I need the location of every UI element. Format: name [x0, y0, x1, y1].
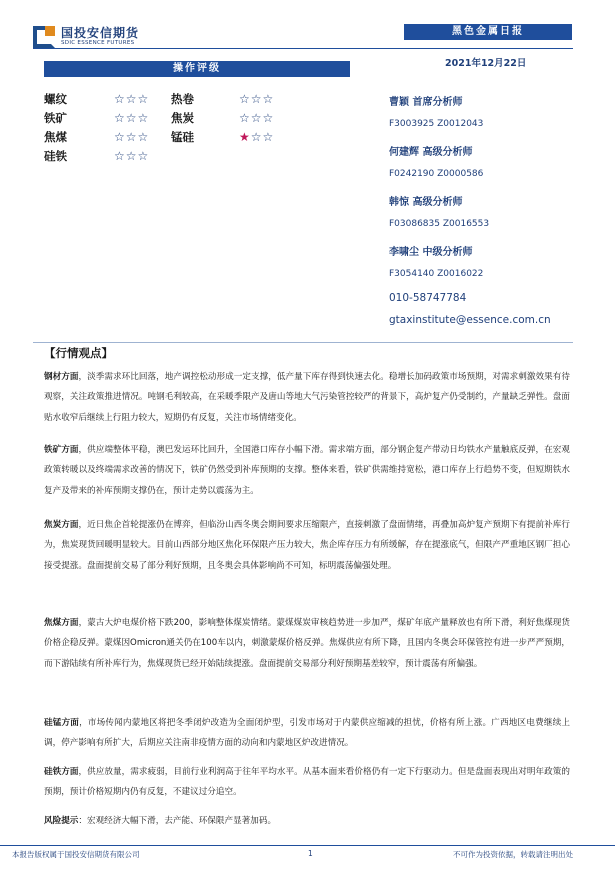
rating-stars: ☆☆☆ — [114, 149, 150, 163]
paragraph-head: 铁矿方面 — [44, 445, 79, 455]
paragraph-text: ：宏观经济大幅下滑，去产能、环保限产显著加码。 — [78, 816, 277, 826]
rating-item-name: 热卷 — [171, 92, 194, 106]
contact-email[interactable]: gtaxinstitute@essence.com.cn — [389, 314, 551, 326]
rating-item-name: 螺纹 — [44, 92, 67, 106]
logo-mark-icon — [33, 26, 55, 48]
paragraph-text: ，近日焦企首轮提涨仍在博弈，但临汾山西冬奥会期间要求压缩限产，直接刺激了盘面情绪，再叠加高炉复产预期下有提前补库行为，焦炭现货回暖明显较大。目前山西部分地区焦化环保限产压力较大，焦企库存压力有所缓解，存在提涨底气，但限产严重地区钢厂担心接受提涨。盘面提前交易了部分利好预期，且冬奥会具体影响尚不可知，标明震荡偏强处理。 — [44, 520, 570, 571]
paragraph-coking-coal — [44, 613, 570, 674]
rating-star-empty: ☆☆ — [250, 130, 275, 144]
paragraph-text: ，市场传闻内蒙地区将把冬季闭炉改造为全面闭炉型，引发市场对于内蒙供应缩减的担忧，价格有所上涨。广西地区电费继续上调，停产影响有所扩大，后期应关注南非疫情方面的动向和内蒙地区炉改进情况。 — [44, 718, 570, 749]
page-number: 1 — [308, 849, 313, 858]
rating-item-name: 硅铁 — [44, 149, 67, 163]
company-logo — [33, 26, 139, 48]
footer-divider — [0, 845, 615, 846]
rating-stars: ☆☆☆ — [239, 111, 275, 125]
analyst-name: 何建辉 高级分析师 — [389, 147, 473, 158]
paragraph-steel — [44, 367, 570, 428]
paragraph-ferrosilicon — [44, 762, 570, 803]
paragraph-head: 硅铁方面 — [44, 767, 79, 777]
paragraph-text: ，蒙古大炉电煤价格下跌200，影响整体煤炭情绪。蒙煤煤炭审核趋势进一步加严，煤矿年底产量释放也有所下滑，利好焦煤现货价格企稳反弹。蒙煤因Omicron通关仍在100车以内，刺激蒙煤价格反弹。焦煤供应有所下降，且国内冬奥会环保管控有进一步严严预期，而下游陆续有所补库行为，焦煤现货已经开始陆续提涨。盘面提前交易部分利好预期基差较窄，预计震荡有所偏强。 — [44, 618, 570, 669]
header-divider — [33, 48, 573, 49]
paragraph-head: 焦煤方面 — [44, 618, 79, 628]
paragraph-iron-ore — [44, 440, 570, 501]
report-type-badge: 黑色金属日报 — [404, 24, 572, 40]
rating-item-name: 锰硅 — [171, 130, 194, 144]
analyst-name: 李啸尘 中级分析师 — [389, 247, 473, 258]
paragraph-head: 钢材方面 — [44, 372, 79, 382]
rating-section-title: 操作评级 — [44, 61, 350, 77]
market-view-title: 【行情观点】 — [44, 346, 113, 360]
paragraph-text: ，淡季需求环比回落，地产调控松动形成一定支撑，低产量下库存得到快速去化。稳增长加码政策市场预期，对需求刺激效果有待观察，关注政策推进情况。吨钢毛利较高，在采暖季限产及唐山等地大气污染管控较严的背景下，高炉复产仍受制约，产量缺乏弹性。盘面贴水收窄后继续上行阻力较大，短期仍有反复，关注市场情绪变化。 — [44, 372, 570, 423]
contact-phone: 010-58747784 — [389, 292, 467, 304]
rating-item-name: 焦炭 — [171, 111, 194, 125]
paragraph-head: 风险提示 — [44, 816, 79, 826]
paragraph-head: 焦炭方面 — [44, 520, 79, 530]
paragraph-text: ，供应端整体平稳，澳巴发运环比回升，全国港口库存小幅下滑。需求端方面，部分钢企复产带动日均铁水产量触底反弹，在宏观政策转暖以及终端需求改善的情况下，铁矿仍然受到补库预期的支撑。整体来看，铁矿供需维持宽松，港口库存上行趋势不变，但短期铁水复产及带来的补库预期支撑仍在，预计走势以震荡为主。 — [44, 445, 570, 496]
logo-cn-text: 国投安信期货 — [61, 26, 140, 40]
section-divider — [33, 342, 573, 343]
rating-stars: ☆☆☆ — [114, 92, 150, 106]
rating-stars — [239, 127, 274, 147]
report-date: 2021年12月22日 — [445, 58, 527, 69]
rating-star-filled: ★ — [239, 130, 251, 144]
footer-disclaimer: 不可作为投资依据，转载请注明出处 — [453, 850, 573, 859]
paragraph-risk — [44, 811, 570, 831]
rating-stars: ☆☆☆ — [239, 92, 275, 106]
analyst-name: 韩惊 高级分析师 — [389, 197, 463, 208]
logo-en-text: SDIC ESSENCE FUTURES — [61, 40, 135, 46]
paragraph-head: 硅锰方面 — [44, 718, 80, 728]
analyst-id: F0242190 Z0000586 — [389, 169, 484, 179]
paragraph-silicomanganese — [44, 713, 570, 754]
rating-item-name: 焦煤 — [44, 130, 67, 144]
analyst-id: F03086835 Z0016553 — [389, 219, 490, 229]
rating-item-name: 铁矿 — [44, 111, 67, 125]
rating-stars: ☆☆☆ — [114, 111, 150, 125]
paragraph-text: ，供应放量，需求疲弱，目前行业利润高于往年平均水平。从基本面来看价格仍有一定下行驱动力。但是盘面表现出对明年政策的预期，预计价格短期内仍有反复，不建议过分追空。 — [44, 767, 570, 798]
footer-copyright: 本报告版权属于国投安信期货有限公司 — [12, 850, 140, 859]
paragraph-coke — [44, 515, 570, 576]
analyst-id: F3003925 Z0012043 — [389, 119, 484, 129]
rating-stars: ☆☆☆ — [114, 130, 150, 144]
analyst-name: 曹颖 首席分析师 — [389, 97, 463, 108]
analyst-id: F3054140 Z0016022 — [389, 269, 484, 279]
